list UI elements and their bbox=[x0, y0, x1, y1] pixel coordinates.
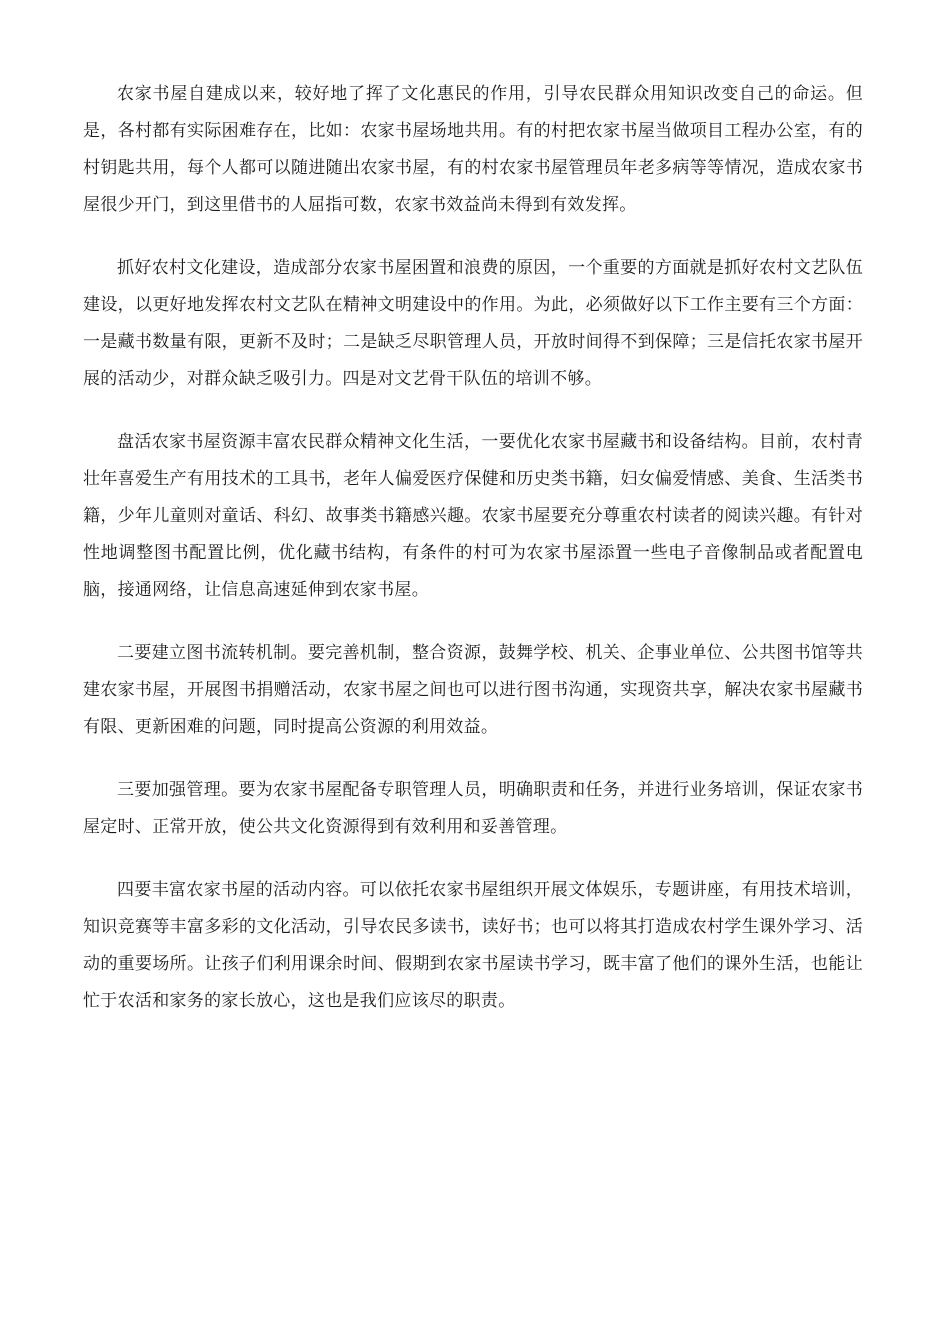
paragraph-1: 农家书屋自建成以来，较好地了挥了文化惠民的作用，引导农民群众用知识改变自己的命运。但是，各村都有实际困难存在，比如：农家书屋场地共用。有的村把农家书屋当做项目工程办公室，有的村钥匙共用，每个人都可以随进随出农家书屋，有的村农家书屋管理员年老多病等等情况，造成农家书屋很少开门，到这里借书的人屈指可数，农家书效益尚未得到有效发挥。 bbox=[83, 84, 863, 215]
paragraph-4: 二要建立图书流转机制。要完善机制，整合资源，鼓舞学校、机关、企事业单位、公共图书馆等共建农家书屋，开展图书捐赠活动，农家书屋之间也可以进行图书沟通，实现资共享，解决农家书屋藏书有限、更新困难的问题，同时提高公资源的利用效益。 bbox=[83, 643, 863, 737]
document-body bbox=[83, 76, 863, 1046]
paragraph-6: 四要丰富农家书屋的活动内容。可以依托农家书屋组织开展文体娱乐，专题讲座，有用技术培训，知识竞赛等丰富多彩的文化活动，引导农民多读书，读好书；也可以将其打造成农村学生课外学习、活动的重要场所。让孩子们利用课余时间、假期到农家书屋读书学习，既丰富了他们的课外生活，也能让忙于农活和家务的家长放心，这也是我们应该尽的职责。 bbox=[83, 880, 863, 1011]
paragraph-5: 三要加强管理。要为农家书屋配备专职管理人员，明确职责和任务，并进行业务培训，保证农家书屋定时、正常开放，使公共文化资源得到有效利用和妥善管理。 bbox=[83, 780, 863, 837]
paragraph-2: 抓好农村文化建设，造成部分农家书屋困置和浪费的原因，一个重要的方面就是抓好农村文艺队伍建设，以更好地发挥农村文艺队在精神文明建设中的作用。为此，必须做好以下工作主要有三个方面：一是藏书数量有限，更新不及时；二是缺乏尽职管理人员，开放时间得不到保障；三是信托农家书屋开展的活动少，对群众缺乏吸引力。四是对文艺骨干队伍的培训不够。 bbox=[83, 258, 863, 389]
paragraph-3: 盘活农家书屋资源丰富农民群众精神文化生活，一要优化农家书屋藏书和设备结构。目前，农村青壮年喜爱生产有用技术的工具书，老年人偏爱医疗保健和历史类书籍，妇女偏爱情感、美食、生活类书籍，少年儿童则对童话、科幻、故事类书籍感兴趣。农家书屋要充分尊重农村读者的阅读兴趣。有针对性地调整图书配置比例，优化藏书结构，有条件的村可为农家书屋添置一些电子音像制品或者配置电脑，接通网络，让信息高速延伸到农家书屋。 bbox=[83, 432, 863, 600]
